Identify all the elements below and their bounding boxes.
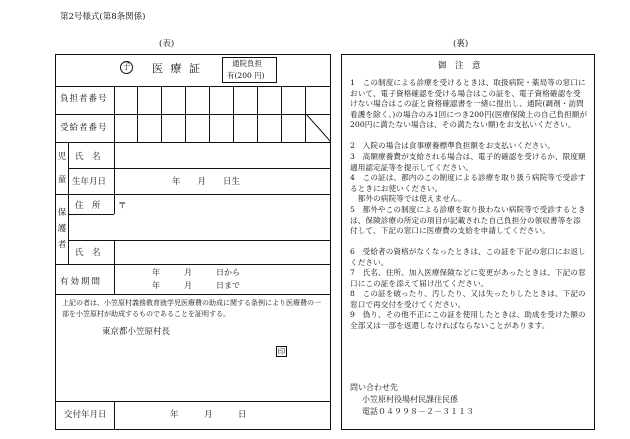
note-item: 3 高額療養費が支給される場合は、電子的確認を受けるか、限度額適用認定証等を提示してください。 (350, 152, 586, 172)
child-name-label: 氏 名 (75, 152, 101, 162)
divider (68, 194, 69, 264)
issuer: 東京都小笠原村長 (102, 327, 171, 337)
futan-number-cells (114, 86, 331, 114)
child-group-label: 児 (57, 152, 67, 162)
child-dob-value: 年 月 日生 (172, 177, 241, 187)
note-item: 2 入院の場合は食事療養標準負担額をお支払いください。 (350, 141, 555, 150)
corner-diagonal (306, 114, 331, 142)
validity-label: 有効期間 (60, 277, 103, 287)
divider (55, 142, 331, 143)
contact-heading: 問い合わせ先 (350, 383, 398, 392)
guardian-group-label: 者 (57, 240, 67, 250)
note-item: 9 偽り、その他不正にこの証を使用したときは、助成を受けた額の全部又は一部を返還しなければならないことがあります。 (350, 310, 586, 330)
divider (68, 168, 331, 169)
validity-to: 年 月 日まで (152, 281, 240, 290)
contact-office: 小笠原村役場村民課住民係 (362, 395, 458, 404)
jukyu-number-cells (114, 114, 331, 142)
tsuuin-line1: 通院負担 (232, 59, 262, 68)
tsuuin-line2: 有(200 円) (227, 71, 265, 80)
divider (114, 240, 115, 264)
notes-title: 御 注 意 (438, 61, 481, 71)
divider (55, 194, 331, 195)
futan-number-label: 負担者番号 (60, 94, 108, 104)
child-circle-mark: 子 (120, 61, 133, 74)
divider (68, 214, 114, 215)
note-item: 5 都外やこの制度による診療を取り扱わない病院等で受診するときは、保険診療の所定の項目が記載された自己負担分の領収書等を添付して、下記の窓口に医療費の支給を申請してください。 (350, 205, 586, 235)
note-item: 8 この証を破ったり、汚したり、又は失ったりしたときは、下記の窓口で再交付を受けてください。 (350, 289, 586, 309)
divider (68, 240, 331, 241)
guardian-name-label: 氏 名 (75, 248, 101, 258)
divider (55, 401, 331, 402)
divider (55, 294, 331, 295)
divider (114, 401, 115, 430)
guardian-group-label: 保 (57, 208, 67, 218)
note-item: 1 この制度による診療を受けるときは、取扱病院・薬局等の窓口において、電子資格確認を受ける場合はこの証を、電子資格確認を受けない場合はこの証と資格確認書を一緒に提出し、通院(調剤・訪問看護を除く。)の場合のみ1回につき200円(医療保険上の自己負担額が200円に満たない場合は、その満たない額)をお支払いください。 (350, 78, 588, 129)
address-label: 住 所 (75, 201, 101, 211)
form-number: 第2号様式(第8条関係) (60, 12, 146, 22)
contact-phone: 電話０４９９８－２－３１１３ (362, 407, 474, 416)
divider (114, 194, 115, 214)
seal-box: 印 (277, 347, 286, 356)
note-item: 都外の病院等では使えません。 (350, 194, 466, 203)
front-label: (表) (159, 39, 175, 49)
card-title: 医 療 証 (152, 62, 202, 75)
validity-from: 年 月 日から (152, 268, 240, 277)
guardian-group-label: 護 (57, 224, 67, 234)
divider (55, 264, 331, 265)
address-value: 〒 (118, 201, 127, 211)
child-dob-label: 生年月日 (72, 177, 107, 187)
issue-date-value: 年 月 日 (170, 410, 247, 420)
note-item: 4 この証は、都内のこの制度による診療を取り扱う病院等で受診するときにお使いください。 (350, 173, 586, 193)
jukyu-number-label: 受給者番号 (60, 123, 108, 133)
back-label: (裏) (453, 39, 469, 49)
note-item: 6 受給者の資格がなくなったときは、この証を下記の窓口にお返しください。 (350, 247, 586, 267)
certify-text: 上記の者は、小笠原村義務教育就学児医療費の助成に関する条例により医療費の一部を小笠原村が助成するものであることを証明する。 (62, 299, 321, 318)
child-group-label: 童 (57, 175, 67, 185)
divider (114, 264, 115, 294)
note-item: 7 氏名、住所、加入医療保険などに変更があったときは、下記の窓口にこの証を添えて届け出てください。 (350, 268, 586, 288)
issue-date-label: 交付年月日 (64, 410, 107, 420)
